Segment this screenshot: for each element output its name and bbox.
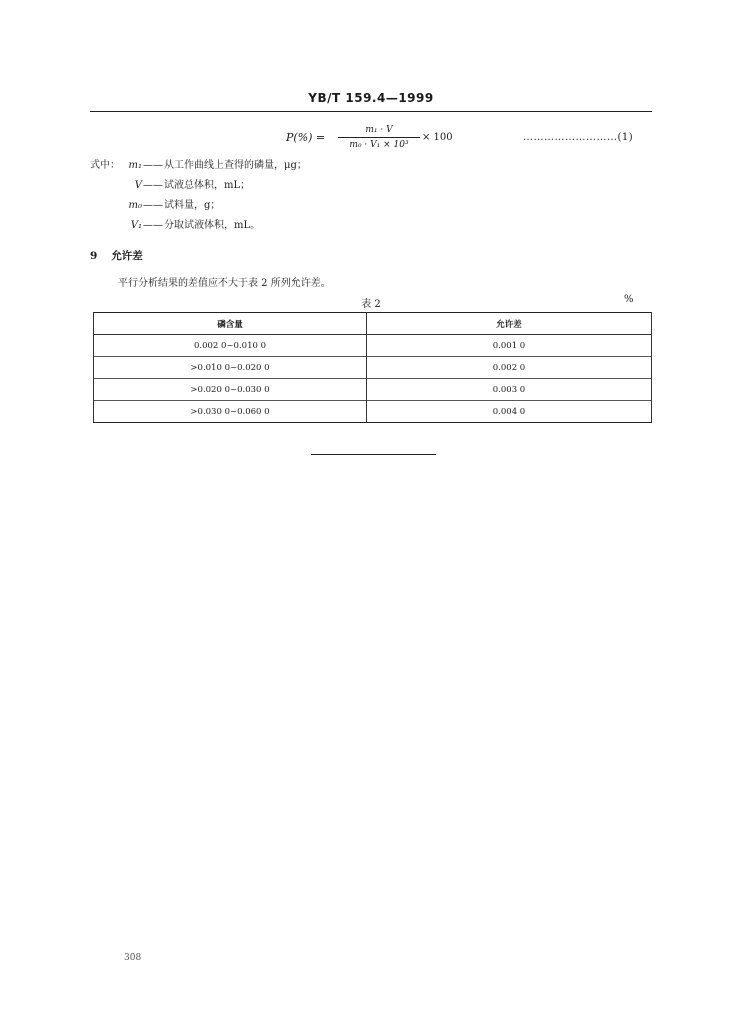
allowance-table: [93, 312, 652, 423]
formula-lhs: P(%) =: [286, 131, 326, 144]
table-row: [94, 357, 652, 379]
variable-line: [90, 198, 220, 214]
section-number: 9: [90, 250, 98, 262]
variable-symbol: V: [134, 180, 142, 191]
section-heading: [90, 248, 143, 263]
variable-dash: ——: [143, 220, 163, 231]
phosphorus-content-cell: >0.020 0~0.030 0: [94, 379, 367, 401]
variable-description: 分取试液体积，mL。: [164, 220, 261, 231]
table-header-row: [94, 313, 652, 335]
page-number: 308: [124, 953, 142, 963]
variable-dash: ——: [143, 200, 163, 211]
table-row: [94, 401, 652, 423]
equation-number: ………………………(1): [523, 132, 634, 143]
formula-multiplier: × 100: [422, 132, 453, 143]
formula-denominator: m₀ · V₁ × 10³: [349, 140, 409, 150]
variable-line: [90, 158, 307, 174]
variable-description: 试液总体积，mL；: [164, 180, 251, 191]
variable-symbol: m₁: [128, 160, 142, 171]
table-row: [94, 379, 652, 401]
formula-fraction: [338, 124, 420, 151]
column-header: 磷含量: [94, 313, 367, 335]
tolerance-cell: 0.002 0: [367, 357, 652, 379]
section-paragraph: 平行分析结果的差值应不大于表 2 所列允许差。: [118, 278, 331, 289]
variable-dash: ——: [143, 180, 163, 191]
end-of-text-rule: [311, 454, 436, 455]
table-unit: %: [624, 294, 634, 305]
column-header: 允许差: [367, 313, 652, 335]
variable-prefix: 式中：: [90, 160, 120, 171]
variable-symbol: V₁: [130, 220, 142, 231]
formula-numerator: m₁ · V: [365, 125, 393, 135]
variable-line: [90, 178, 250, 194]
tolerance-cell: 0.001 0: [367, 335, 652, 357]
tolerance-cell: 0.004 0: [367, 401, 652, 423]
page-header-title: YB/T 159.4—1999: [308, 91, 434, 105]
variable-symbol: m₀: [128, 200, 142, 211]
tolerance-cell: 0.003 0: [367, 379, 652, 401]
variable-line: [90, 218, 260, 234]
section-title: 允许差: [111, 250, 143, 262]
table-caption: 表 2: [361, 299, 381, 310]
header-divider: [90, 111, 652, 112]
variable-description: 试料量，g；: [164, 200, 221, 211]
phosphorus-content-cell: 0.002 0~0.010 0: [94, 335, 367, 357]
phosphorus-content-cell: >0.030 0~0.060 0: [94, 401, 367, 423]
variable-dash: ——: [143, 160, 163, 171]
variable-description: 从工作曲线上查得的磷量，μg；: [164, 160, 307, 171]
phosphorus-content-cell: >0.010 0~0.020 0: [94, 357, 367, 379]
fraction-bar: [338, 137, 420, 138]
table-row: [94, 335, 652, 357]
